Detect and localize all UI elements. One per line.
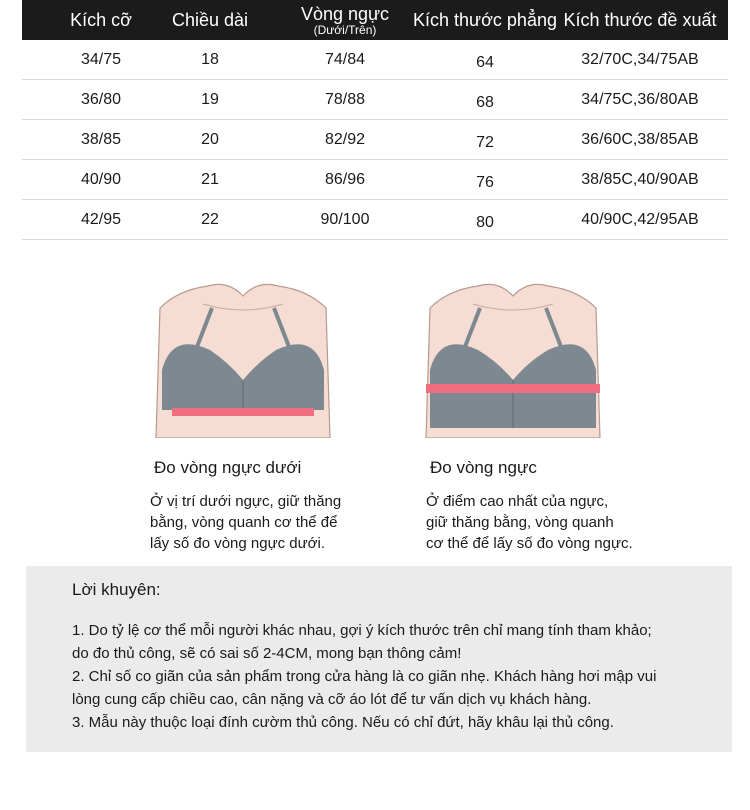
- table-row: [22, 160, 728, 200]
- cell-length: 19: [201, 90, 219, 108]
- cell-length: 21: [201, 170, 219, 188]
- table-row: [22, 80, 728, 120]
- cell-size: 42/95: [80, 210, 122, 228]
- header-size: Kích cỡ: [70, 10, 132, 30]
- cell-bust: 74/84: [324, 50, 366, 68]
- tips-line: 1. Do tỷ lệ cơ thể mỗi người khác nhau, gợi ý kích thước trên chỉ mang tính tham khảo;: [72, 622, 652, 639]
- cell-size: 36/80: [80, 90, 122, 108]
- underbust-title: Đo vòng ngực dưới: [154, 458, 302, 477]
- underbust-illustration: [148, 278, 338, 438]
- cell-recommended: 36/60C,38/85AB: [581, 130, 699, 148]
- header-bust: Vòng ngực (Dưới/Trên): [300, 3, 390, 37]
- header-length: Chiều dài: [171, 10, 249, 30]
- cell-flat-size: 68: [476, 93, 494, 111]
- cell-length: 22: [201, 210, 219, 228]
- cell-recommended: 32/70C,34/75AB: [581, 50, 699, 68]
- bust-tape: [426, 384, 600, 393]
- cell-flat-size: 72: [476, 133, 494, 151]
- cell-flat-size: 76: [476, 173, 494, 191]
- bust-title: Đo vòng ngực: [430, 458, 537, 477]
- table-row: [22, 120, 728, 160]
- tips-line: lòng cung cấp chiều cao, cân nặng và cỡ áo lót để tư vấn dịch vụ khách hàng.: [72, 691, 592, 708]
- cell-bust: 78/88: [324, 90, 366, 108]
- underbust-description: Ở vị trí dưới ngực, giữ thăng bằng, vòng quanh cơ thể để lấy số đo vòng ngực dưới.: [150, 493, 342, 552]
- cell-bust: 82/92: [324, 130, 366, 148]
- cell-size: 38/85: [80, 130, 122, 148]
- cell-flat-size: 64: [476, 53, 494, 71]
- cell-recommended: 38/85C,40/90AB: [581, 170, 699, 188]
- cell-length: 20: [201, 130, 219, 148]
- cell-bust: 90/100: [320, 210, 370, 228]
- underbust-tape: [172, 408, 314, 416]
- header-recommended: Kích thước đề xuất: [563, 10, 717, 30]
- tips-box: [26, 566, 732, 752]
- cell-size: 34/75: [80, 50, 122, 68]
- header-flat-size: Kích thước phẳng: [413, 10, 557, 30]
- cell-recommended: 34/75C,36/80AB: [581, 90, 699, 108]
- cell-recommended: 40/90C,42/95AB: [581, 210, 699, 228]
- tips-line: 2. Chỉ số co giãn của sản phẩm trong cửa hàng là co giãn nhẹ. Khách hàng hơi mập vui: [72, 668, 657, 685]
- tips-line: 3. Mẫu này thuộc loại đính cườm thủ công. Nếu có chỉ đứt, hãy khâu lại thủ công.: [72, 714, 614, 731]
- bust-illustration: [418, 278, 608, 438]
- table-row: [22, 200, 728, 240]
- header-bust-sub: (Dưới/Trên): [313, 22, 377, 37]
- cell-size: 40/90: [80, 170, 122, 188]
- size-table: [22, 0, 728, 240]
- table-header: [22, 0, 728, 40]
- tips-title: Lời khuyên:: [72, 580, 161, 599]
- cell-flat-size: 80: [476, 213, 494, 231]
- cell-length: 18: [201, 50, 219, 68]
- table-row: [22, 40, 728, 80]
- bust-description: Ở điểm cao nhất của ngực, giữ thăng bằng, vòng quanh cơ thể để lấy số đo vòng ngực.: [426, 493, 633, 552]
- cell-bust: 86/96: [324, 170, 366, 188]
- tips-line: do đo thủ công, sẽ có sai số 2-4CM, mong bạn thông cảm!: [72, 645, 462, 662]
